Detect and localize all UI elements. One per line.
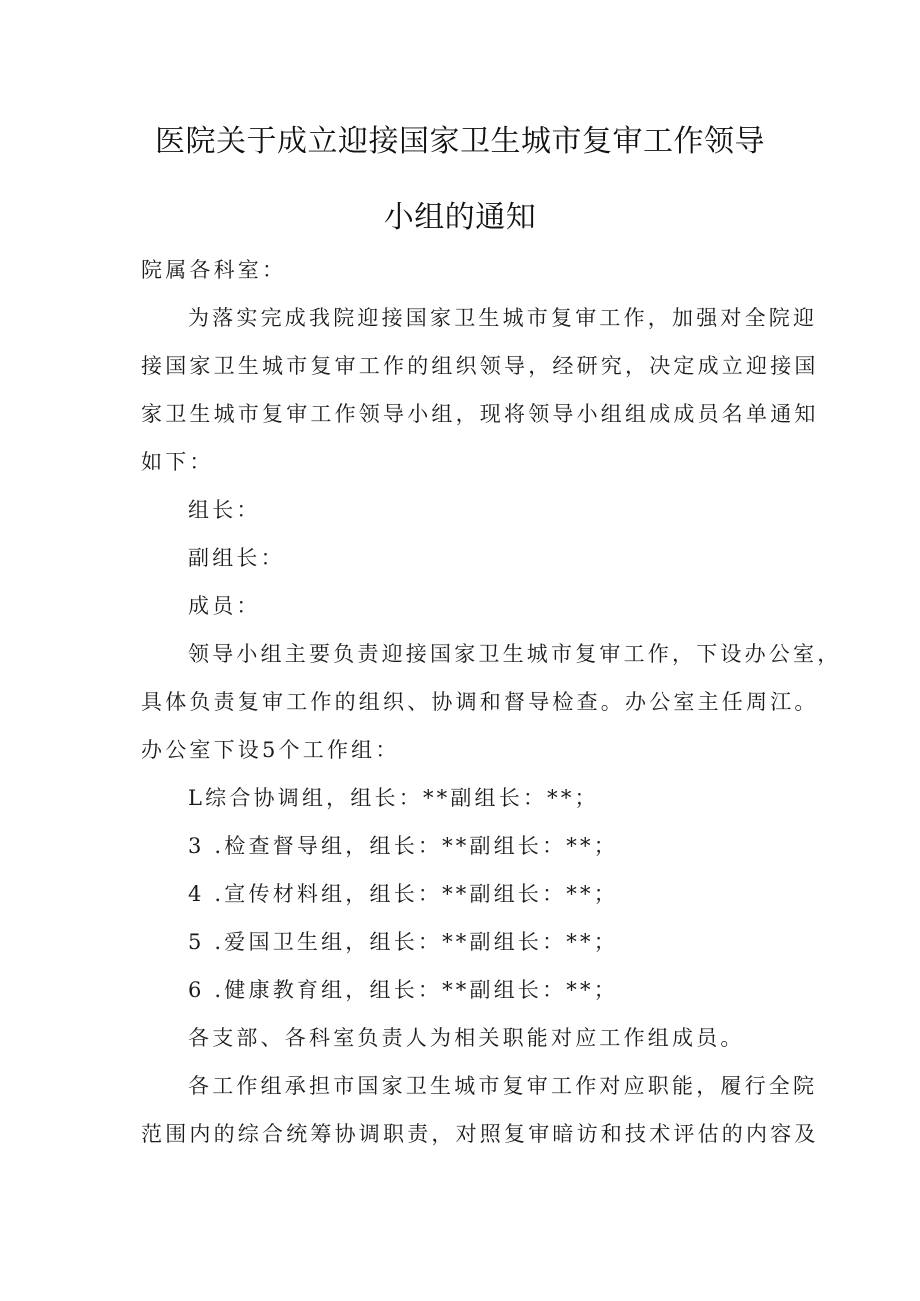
paragraph-3: 各支部、各科室负责人为相关职能对应工作组成员。 — [188, 1026, 745, 1050]
work-group-item: 5 .爱国卫生组，组长：**副组长：**； — [188, 930, 618, 954]
paragraph-1-line-1: 为落实完成我院迎接国家卫生城市复审工作，加强对全院迎 — [188, 306, 818, 330]
work-group-item: 3 .检查督导组，组长：**副组长：**； — [188, 834, 618, 858]
paragraph-4-line-1: 各工作组承担市国家卫生城市复审工作对应职能，履行全院 — [188, 1074, 818, 1098]
paragraph-1-line-3: 家卫生城市复审工作领导小组，现将领导小组组成成员名单通知 — [141, 402, 819, 426]
work-group-item: 4 .宣传材料组，组长：**副组长：**； — [188, 882, 618, 906]
paragraph-2-line-2: 具体负责复审工作的组织、协调和督导检查。办公室主任周江。 — [141, 690, 819, 714]
paragraph-1-line-2: 接国家卫生城市复审工作的组织领导，经研究，决定成立迎接国 — [141, 354, 819, 378]
paragraph-1-line-4: 如下： — [141, 450, 214, 474]
members-line: 成员： — [188, 594, 261, 618]
work-group-item: L综合协调组，组长：**副组长：**； — [188, 786, 599, 810]
salutation: 院属各科室： — [141, 258, 287, 282]
work-group-item: 6 .健康教育组，组长：**副组长：**； — [188, 978, 618, 1002]
paragraph-2-line-3: 办公室下设5个工作组： — [141, 738, 400, 762]
document-title-line-2: 小组的通知 — [383, 200, 537, 235]
leader-line: 组长： — [188, 498, 261, 522]
paragraph-2-line-1: 领导小组主要负责迎接国家卫生城市复审工作，下设办公室， — [188, 642, 842, 666]
paragraph-4-line-2: 范围内的综合统筹协调职责，对照复审暗访和技术评估的内容及 — [141, 1122, 819, 1146]
document-title-line-1: 医院关于成立迎接国家卫生城市复审工作领导 — [155, 124, 765, 159]
deputy-leader-line: 副组长： — [188, 546, 285, 570]
